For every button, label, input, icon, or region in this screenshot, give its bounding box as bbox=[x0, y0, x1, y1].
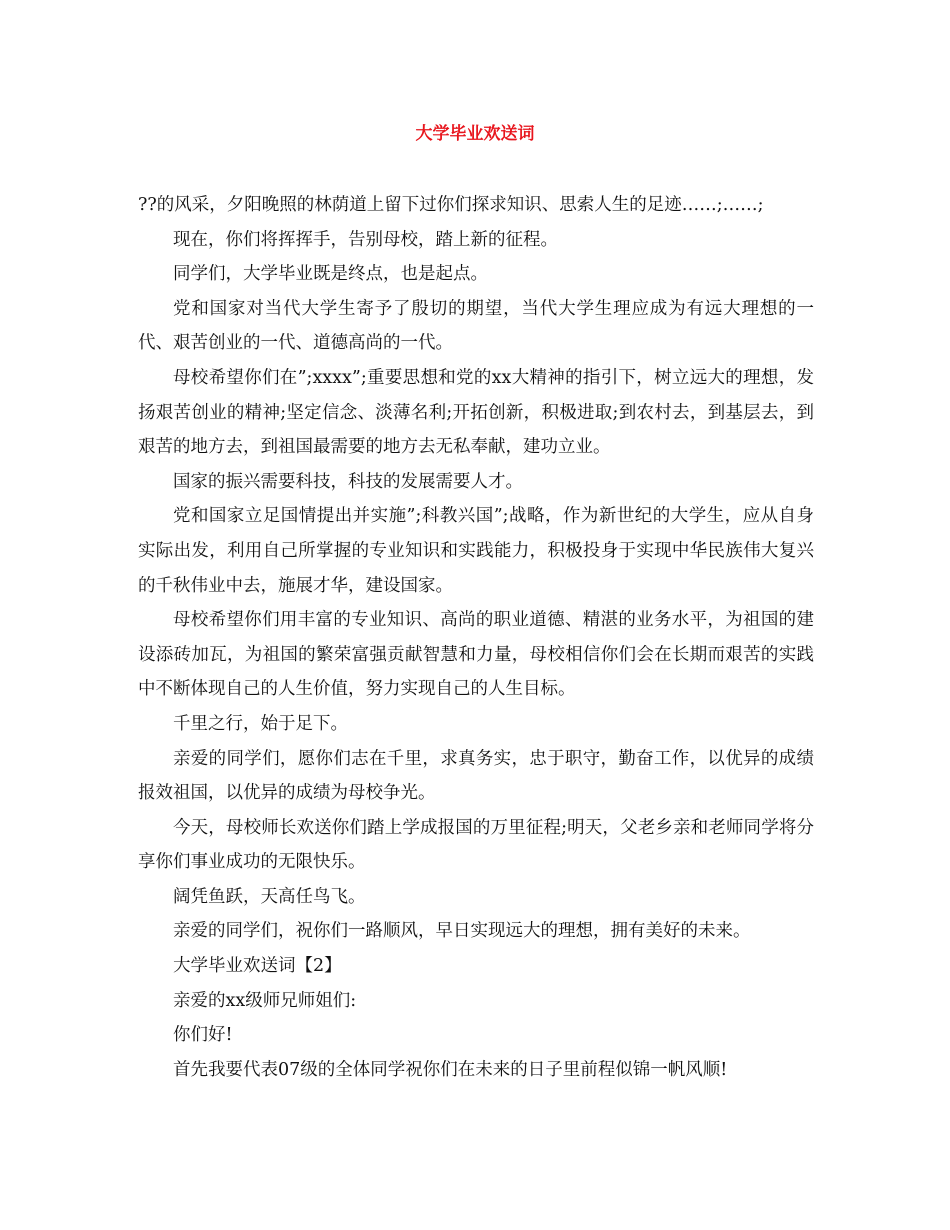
paragraph-8: 母校希望你们用丰富的专业知识、高尚的职业道德、精湛的业务水平，为祖国的建设添砖加瓦，为祖国的繁荣富强贡献智慧和力量，母校相信你们会在长期而艰苦的实践中不断体现自己的人生价值，努力实现自己的人生目标。 bbox=[138, 610, 814, 700]
section-heading: 大学毕业欢送词【2】 bbox=[173, 956, 342, 977]
paragraph-2: 现在，你们将挥挥手，告别母校，踏上新的征程。 bbox=[173, 229, 558, 250]
document-body bbox=[138, 188, 814, 1087]
paragraph-11: 今天，母校师长欢送你们踏上学成报国的万里征程;明天，父老乡亲和老师同学将分享你们事业成功的无限快乐。 bbox=[138, 817, 814, 873]
paragraph-5: 母校希望你们在”;xxxx”;重要思想和党的xx大精神的指引下，树立远大的理想，发扬艰苦创业的精神;坚定信念、淡薄名利;开拓创新，积极进取;到农村去，到基层去，到艰苦的地方去，到祖国最需要的地方去无私奉献，建功立业。 bbox=[138, 367, 814, 458]
paragraph-10: 亲爱的同学们，愿你们志在千里，求真务实，忠于职守，勤奋工作，以优异的成绩报效祖国，以优异的成绩为母校争光。 bbox=[138, 748, 814, 804]
paragraph-12: 阔凭鱼跃，天高任鸟飞。 bbox=[173, 886, 366, 907]
paragraph-6: 国家的振兴需要科技，科技的发展需要人才。 bbox=[173, 471, 523, 492]
salutation: 亲爱的xx级师兄师姐们: bbox=[173, 990, 357, 1011]
paragraph-9: 千里之行，始于足下。 bbox=[173, 713, 348, 734]
paragraph-3: 同学们，大学毕业既是终点，也是起点。 bbox=[173, 264, 488, 285]
greeting: 你们好! bbox=[173, 1025, 233, 1046]
paragraph-1: ??的风采，夕阳晚照的林荫道上留下过你们探求知识、思索人生的足迹……;……; bbox=[138, 195, 764, 215]
paragraph-7: 党和国家立足国情提出并实施”;科教兴国”;战略，作为新世纪的大学生，应从自身实际出发，利用自己所掌握的专业知识和实践能力，积极投身于实现中华民族伟大复兴的千秋伟业中去，施展才华，建设国家。 bbox=[138, 506, 814, 596]
paragraph-13: 亲爱的同学们，祝你们一路顺风，早日实现远大的理想，拥有美好的未来。 bbox=[173, 921, 751, 942]
document-title: 大学毕业欢送词 bbox=[415, 124, 535, 144]
paragraph-4: 党和国家对当代大学生寄予了殷切的期望，当代大学生理应成为有远大理想的一代、艰苦创业的一代、道德高尚的一代。 bbox=[138, 298, 814, 354]
paragraph-17: 首先我要代表07级的全体同学祝你们在未来的日子里前程似锦一帆风顺! bbox=[173, 1059, 728, 1080]
